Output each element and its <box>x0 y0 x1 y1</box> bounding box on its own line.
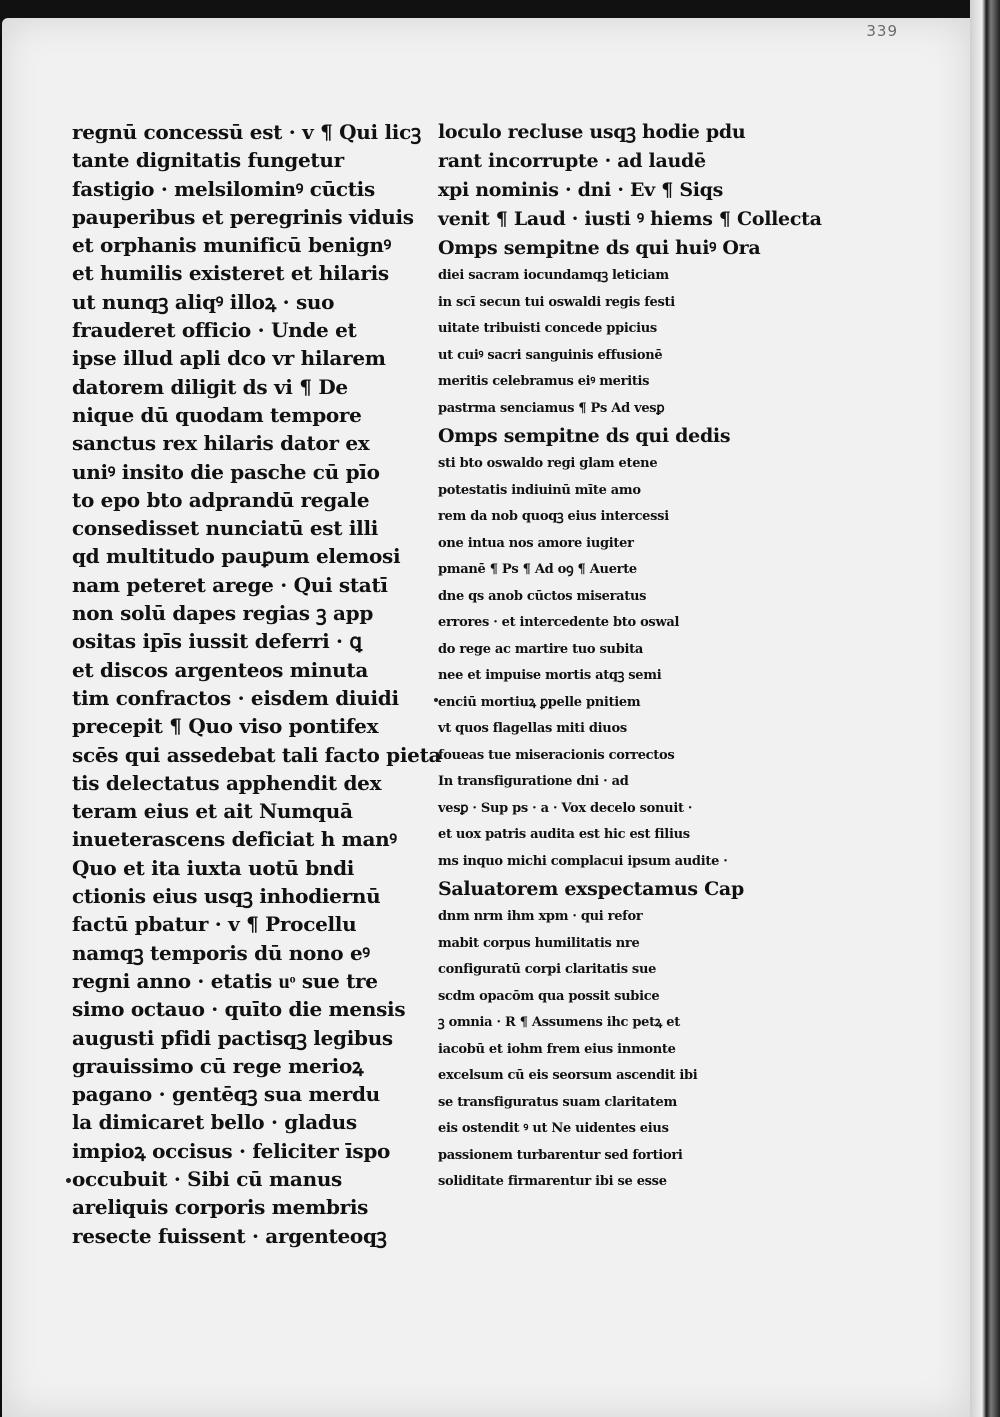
text-line: eis ostendit ꝰ ut Ne uidentes eius <box>438 1121 669 1136</box>
text-line: In transfiguratione dni · ad <box>438 774 629 789</box>
text-line: factū pbatur · v ¶ Procellu <box>72 912 357 937</box>
text-line: scēs qui assedebat tali facto pieta <box>72 742 442 767</box>
text-line: sanctus rex hilaris dator ex <box>72 431 370 456</box>
text-line: qd multitudo pauꝑum elemosi <box>72 544 401 569</box>
right-column <box>438 118 822 1196</box>
text-line: resecte fuissent · argenteoqꝫ <box>72 1223 387 1248</box>
text-line: xpi nominis · dni · Ev ¶ Siqs <box>438 179 724 201</box>
text-line: la dimicaret bello · gladus <box>72 1110 357 1135</box>
book-spine <box>970 0 1000 1417</box>
text-line: simo octauo · quīto die mensis <box>72 997 406 1022</box>
text-line: Omps sempitne ds qui dedis <box>438 425 731 447</box>
text-line: scdm opacōm qua possit subice <box>438 988 660 1004</box>
folio-number: 339 <box>866 22 898 40</box>
text-line: soliditate firmarentur ibi se esse <box>438 1174 667 1189</box>
text-line: grauissimo cū rege merioꝝ <box>72 1053 364 1078</box>
margin-mark <box>434 698 438 702</box>
text-line: ipse illud apli dco vr hilarem <box>72 346 386 371</box>
margin-mark <box>66 1178 71 1183</box>
text-line: rem da nob quoqꝫ eius intercessi <box>438 509 669 524</box>
text-line: tis delectatus apphendit dex <box>72 770 382 795</box>
text-line: et humilis existeret et hilaris <box>72 261 389 286</box>
text-line: errores · et intercedente bto oswal <box>438 615 680 630</box>
text-line: tim confractos · eisdem diuidi <box>72 685 399 710</box>
text-line: ꝫ omnia · R ¶ Assumens ihc petꝝ et <box>438 1015 680 1030</box>
text-line: Saluatorem exspectamus Cap <box>438 878 744 900</box>
text-line: vt quos flagellas miti diuos <box>438 721 627 736</box>
text-line: pastrma senciamus ¶ Ps Ad vesꝑ <box>438 400 665 416</box>
text-line: frauderet officio · Unde et <box>72 318 357 343</box>
text-line: dne qs anob cūctos miseratus <box>438 588 647 604</box>
text-line: uniꝰ insito die pasche cū pīo <box>72 459 380 484</box>
text-line: ut nunqꝫ aliqꝰ illoꝝ · suo <box>72 289 335 314</box>
text-line: inueterascens deficiat h manꝰ <box>72 827 397 852</box>
text-line: ms inquo michi complacui ipsum audite · <box>438 853 728 869</box>
text-line: se transfiguratus suam claritatem <box>438 1094 677 1110</box>
text-line: iacobū et iohm frem eius inmonte <box>438 1041 676 1057</box>
text-line: augusti pfidi pactisqꝫ legibus <box>72 1025 393 1050</box>
text-line: regni anno · etatis uͦ sue tre <box>72 968 378 993</box>
left-column <box>72 118 442 1250</box>
text-line: impioꝝ occisus · feliciter īspo <box>72 1138 391 1163</box>
text-line: sti bto oswaldo regi glam etene <box>438 456 658 471</box>
text-line: precepit ¶ Quo viso pontifex <box>72 714 379 739</box>
text-line: foueas tue miseracionis correctos <box>438 747 675 763</box>
text-line: nam peteret arege · Qui statī <box>72 572 388 597</box>
text-line: et discos argenteos minuta <box>72 657 369 682</box>
text-line: in scī secun tui oswaldi regis festi <box>438 294 675 310</box>
text-line: loculo recluse usqꝫ hodie pdu <box>438 121 746 143</box>
text-line: excelsum cū eis seorsum ascendit ibi <box>438 1068 698 1083</box>
text-line: passionem turbarentur sed fortiori <box>438 1147 683 1163</box>
text-line: meritis celebramus eiꝰ meritis <box>438 374 650 389</box>
text-line: non solū dapes regias ꝫ app <box>72 601 373 626</box>
text-line: teram eius et ait Numquā <box>72 799 353 824</box>
text-line: dnm nrm ihm xpm · qui refor <box>438 909 643 924</box>
text-line: vesꝑ · Sup ps · a · Vox decelo sonuit · <box>438 800 693 816</box>
text-line: potestatis indiuinū mīte amo <box>438 482 641 498</box>
text-line: tante dignitatis fungetur <box>72 148 344 173</box>
text-line: rant incorrupte · ad laudē <box>438 150 706 172</box>
text-line: configuratū corpi claritatis sue <box>438 962 657 977</box>
text-line: et uox patris audita est hic est filius <box>438 827 690 842</box>
text-line: Omps sempitne ds qui huiꝰ Ora <box>438 237 761 259</box>
text-line: ut cuiꝰ sacri sanguinis effusionē <box>438 347 663 363</box>
text-line: namqꝫ temporis dū nono eꝰ <box>72 940 370 965</box>
text-line: do rege ac martire tuo subita <box>438 641 643 657</box>
text-line: nee et impuise mortis atqꝫ semi <box>438 668 662 683</box>
text-line: consedisset nunciatū est illi <box>72 516 379 541</box>
text-line: Quo et ita iuxta uotū bndi <box>72 855 355 880</box>
text-line: datorem diligit ds vi ¶ De <box>72 374 348 399</box>
text-line: venit ¶ Laud · iusti ꝰ hiems ¶ Collecta <box>438 208 822 230</box>
text-line: et orphanis munificū benignꝰ <box>72 233 391 258</box>
text-line: mabit corpus humilitatis nre <box>438 935 640 951</box>
text-line: pauperibus et peregrinis viduis <box>72 204 414 229</box>
text-line: ositas ipīs iussit deferri · ꝗ <box>72 629 362 654</box>
manuscript-page <box>2 18 970 1417</box>
text-line: regnū concessū est · v ¶ Qui licꝫ <box>72 120 421 144</box>
text-line: pagano · gentēqꝫ sua merdu <box>72 1082 380 1107</box>
text-line: pmanē ¶ Ps ¶ Ad oꝯ ¶ Auerte <box>438 562 637 577</box>
text-line: nique dū quodam tempore <box>72 402 362 427</box>
text-line: occubuit · Sibi cū manus <box>72 1166 343 1191</box>
text-line: uitate tribuisti concede ppicius <box>438 321 657 336</box>
text-line: to epo bto adprandū regale <box>72 487 370 512</box>
text-line: enciū mortiuꝝ ꝑpelle pnitiem <box>438 694 641 710</box>
text-line: fastigio · melsilominꝰ cūctis <box>72 176 375 201</box>
text-line: ctionis eius usqꝫ inhodiernū <box>72 884 381 909</box>
text-line: one intua nos amore iugiter <box>438 535 634 551</box>
text-line: areliquis corporis membris <box>72 1195 369 1220</box>
text-line: diei sacram iocundamqꝫ leticiam <box>438 268 669 283</box>
